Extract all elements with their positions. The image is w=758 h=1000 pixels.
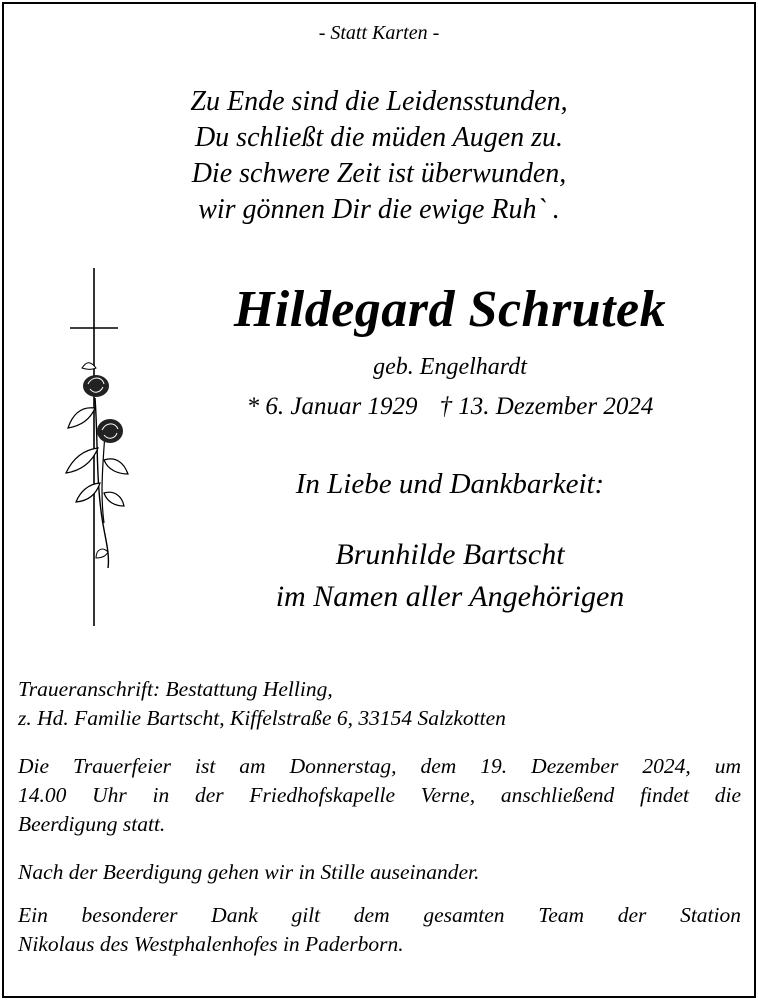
deceased-name: Hildegard Schrutek — [233, 281, 667, 338]
address-line: Traueranschrift: Bestattung Helling, — [18, 677, 333, 701]
dank-line: Ein besonderer Dank gilt dem gesamten Team der Station — [18, 903, 741, 927]
poem-line: wir gönnen Dir die ewige Ruh` . — [198, 194, 560, 225]
poem — [0, 84, 758, 228]
born-name: geb. Engelhardt — [373, 354, 527, 380]
poem-line: Die schwere Zeit ist überwunden, — [191, 158, 567, 189]
ceremony-line: 14.00 Uhr in der Friedhofskapelle Verne, anschließend findet die — [18, 783, 741, 807]
death-date: † 13. Dezember 2024 — [439, 393, 654, 420]
cross-with-roses-icon — [60, 268, 130, 626]
thanks-paragraph — [18, 901, 741, 959]
statt-karten-label: - Statt Karten - — [318, 22, 440, 44]
birth-date: * 6. Januar 1929 — [246, 393, 418, 420]
poem-line: Zu Ende sind die Leidensstunden, — [190, 86, 568, 117]
signer-note: im Namen aller Angehörigen — [275, 580, 625, 613]
address-line: z. Hd. Familie Bartscht, Kiffelstraße 6, 33154 Salzkotten — [18, 706, 506, 730]
thanks-line: In Liebe und Dankbarkeit: — [295, 468, 605, 500]
ceremony-paragraph — [18, 752, 741, 839]
mourning-address — [18, 675, 741, 733]
life-dates — [150, 393, 750, 421]
ceremony-line: Die Trauerfeier ist am Donnerstag, dem 19. Dezember 2024, um — [18, 754, 741, 778]
dank-line: Nikolaus des Westphalenhofes in Paderborn. — [18, 932, 404, 956]
ceremony-line: Beerdigung statt. — [18, 812, 166, 836]
signers — [150, 534, 750, 618]
stille-paragraph: Nach der Beerdigung gehen wir in Stille auseinander. — [18, 860, 480, 884]
signer-name: Brunhilde Bartscht — [335, 538, 565, 571]
poem-line: Du schließt die müden Augen zu. — [194, 122, 564, 153]
